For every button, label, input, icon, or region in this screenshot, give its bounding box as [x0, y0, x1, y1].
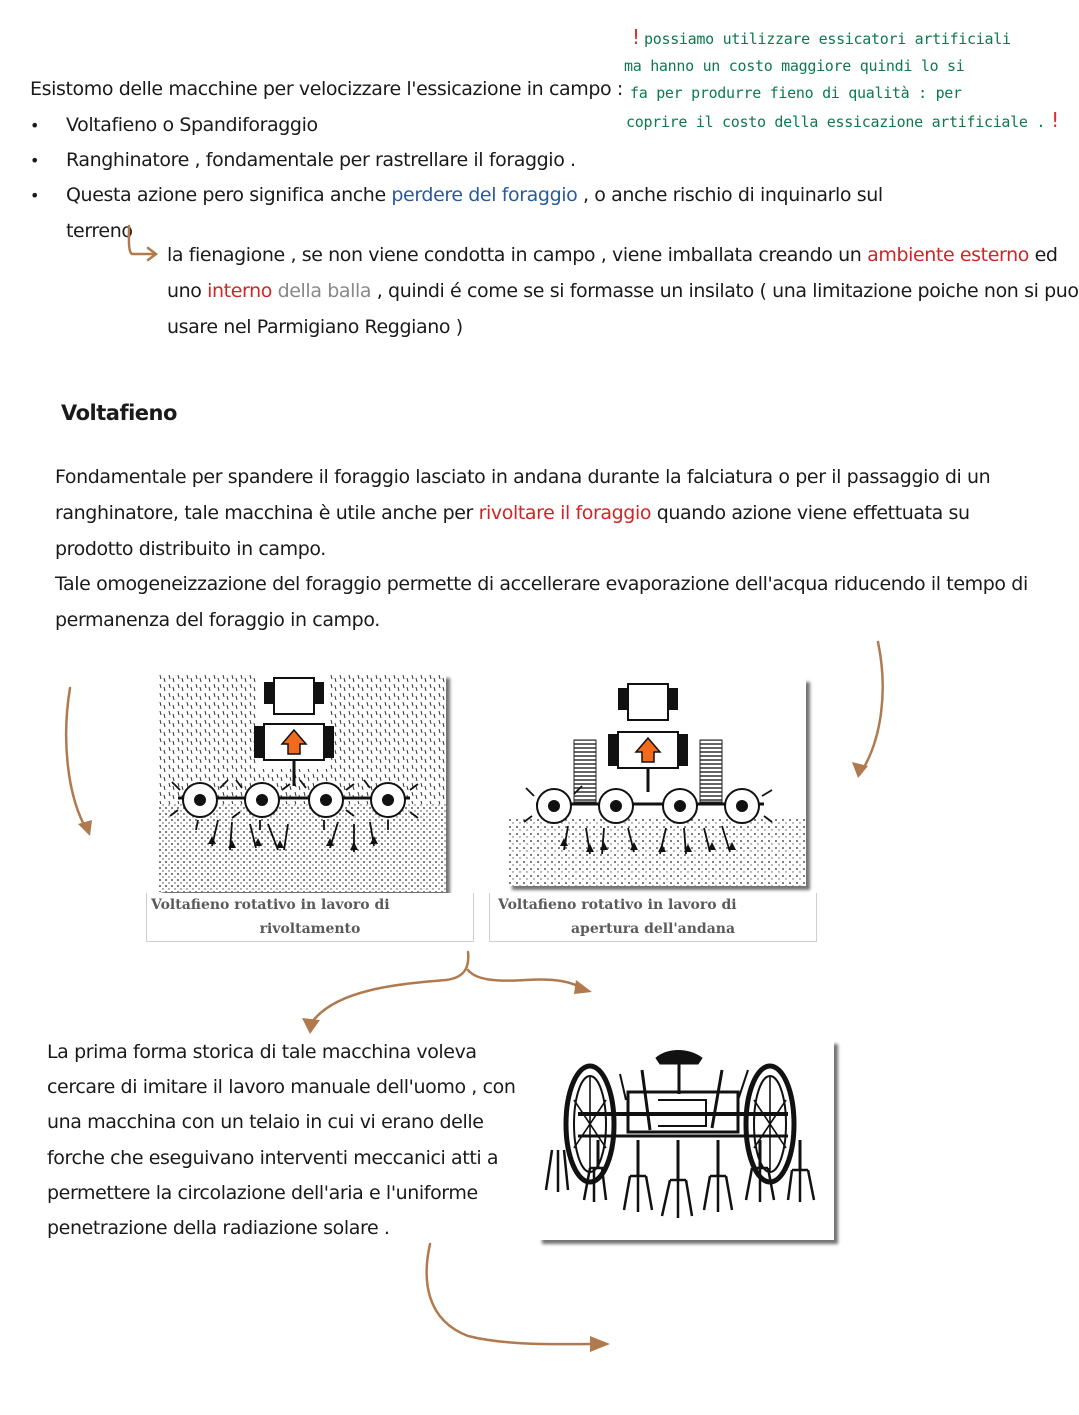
section-line: permanenza del foraggio in campo. [55, 609, 380, 631]
section-line: prodotto distribuito in campo. [55, 538, 326, 560]
intro-line: Esistomo delle macchine per velocizzare l'essicazione in campo : [30, 78, 623, 100]
section-title: Voltafieno [61, 401, 177, 425]
highlight-grey: della balla [271, 280, 372, 302]
sub-line: uno interno della balla , quindi é come se si formasse un insilato ( una limitazione poiche non si puo [167, 280, 1079, 302]
figure-rotary-tedder-windrow [508, 678, 806, 886]
caption-line: Voltafieno rotativo in lavoro di [498, 897, 737, 913]
figure-historic-tedder [538, 1040, 834, 1240]
side-note-line: fa per produrre fieno di qualità : per [630, 84, 962, 102]
tedder-illustration [158, 674, 446, 892]
figure-rotary-tedder-turning [158, 674, 446, 892]
section-line: Tale omogeneizzazione del foraggio permette di accellerare evaporazione dell'acqua riducendo il tempo di [55, 573, 1028, 595]
exclamation-mark: ! [630, 25, 642, 49]
curved-arrow-icon [418, 1240, 618, 1350]
elbow-arrow-icon [126, 224, 166, 264]
highlight-red: ambiente esterno [867, 244, 1029, 266]
bullet-symbol: • [30, 151, 40, 170]
bullet-item: Questa azione pero significa anche perdere del foraggio , o anche rischio di inquinarlo sul [66, 184, 883, 206]
bullet-symbol: • [30, 116, 40, 135]
side-note-line: coprire il costo della essicazione artificiale . ! [626, 108, 1061, 132]
figure-caption [146, 893, 474, 942]
side-note-line: possiamo utilizzare essicatori artificiali [644, 30, 1011, 48]
history-line: cercare di imitare il lavoro manuale dell'uomo , con [47, 1076, 516, 1098]
history-line: penetrazione della radiazione solare . [47, 1217, 390, 1239]
highlight-blue: perdere del foraggio [391, 184, 578, 206]
bullet-item-continued: terreno [66, 220, 133, 242]
curved-arrow-icon [848, 640, 888, 785]
side-note-line: ma hanno un costo maggiore quindi lo si [624, 57, 965, 75]
section-line: ranghinatore, tale macchina è utile anche per rivoltare il foraggio quando azione viene effettuata su [55, 502, 970, 524]
bullet-item: Ranghinatore , fondamentale per rastrellare il foraggio . [66, 149, 576, 171]
section-line: Fondamentale per spandere il foraggio lasciato in andana durante la falciatura o per il passaggio di un [55, 466, 991, 488]
tedder-illustration [508, 678, 806, 886]
caption-line: apertura dell'andana [570, 921, 736, 937]
history-line: una macchina con un telaio in cui vi erano delle [47, 1111, 484, 1133]
caption-line: Voltafieno rotativo in lavoro di [151, 897, 390, 913]
historic-machine-illustration [538, 1040, 834, 1240]
history-line: La prima forma storica di tale macchina voleva [47, 1041, 477, 1063]
history-line: permettere la circolazione dell'aria e l'uniforme [47, 1182, 478, 1204]
bullet-symbol: • [30, 186, 40, 205]
highlight-red: interno [207, 280, 272, 302]
brace-arrow-icon [296, 950, 616, 1040]
bullet-item: Voltafieno o Spandiforaggio [66, 114, 318, 136]
highlight-red: rivoltare il foraggio [478, 502, 652, 524]
side-note [624, 25, 1061, 136]
figure-caption [489, 893, 817, 942]
sub-line: la fienagione , se non viene condotta in campo , viene imballata creando un ambiente esterno ed [167, 244, 1058, 266]
history-line: forche che eseguivano interventi meccanici atti a [47, 1147, 499, 1169]
caption-line: rivoltamento [259, 921, 361, 937]
curved-arrow-icon [62, 686, 102, 846]
exclamation-mark: ! [1049, 108, 1061, 132]
sub-line: usare nel Parmigiano Reggiano ) [167, 316, 463, 338]
